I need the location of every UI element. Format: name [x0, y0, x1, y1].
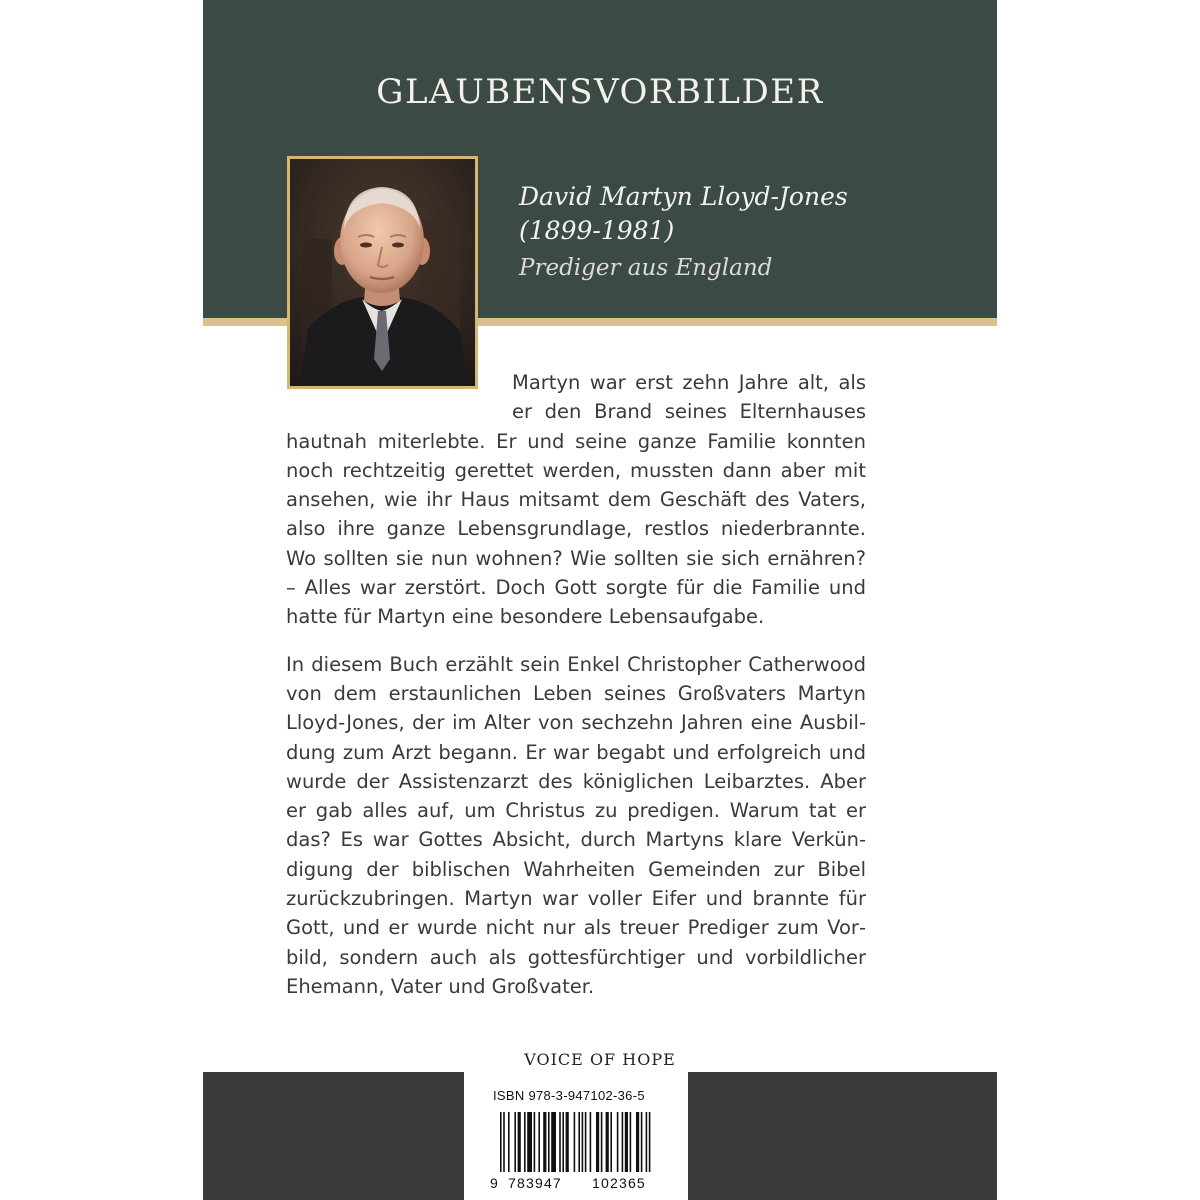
isbn-barcode-box [464, 1072, 688, 1200]
barcode-bar [585, 1112, 587, 1172]
book-back-cover [203, 0, 997, 1200]
barcode-bar [649, 1112, 651, 1172]
barcode-bar [578, 1112, 580, 1172]
barcode-icon [488, 1110, 678, 1190]
barcode-bar [503, 1112, 505, 1172]
barcode-bars [500, 1112, 650, 1172]
person-subtitle: Prediger aus England [519, 255, 773, 281]
blurb-text [286, 368, 866, 1001]
barcode-bar [622, 1112, 624, 1172]
barcode-left-digits: 783947 [508, 1175, 562, 1190]
barcode-bar [617, 1112, 619, 1172]
barcode-bar [562, 1112, 564, 1172]
portrait-wrap-spacer [286, 368, 512, 426]
barcode-bar [641, 1112, 643, 1172]
barcode-bar [514, 1112, 516, 1172]
blurb-paragraph [286, 368, 866, 632]
barcode-bar [646, 1112, 648, 1172]
barcode-right-digits: 102365 [592, 1175, 646, 1190]
portrait-photo-icon [290, 159, 475, 386]
barcode-lead-digit: 9 [490, 1175, 498, 1190]
barcode-bar [574, 1112, 576, 1172]
person-name: David Martyn Lloyd-Jones [519, 182, 848, 211]
barcode-bar [590, 1112, 592, 1172]
barcode-bar [538, 1112, 540, 1172]
isbn-number: ISBN 978-3-947102-36-5 [493, 1088, 645, 1103]
barcode-bar [518, 1112, 521, 1172]
barcode-bar [508, 1112, 510, 1172]
barcode-bar [527, 1112, 532, 1172]
barcode-bar [636, 1112, 639, 1172]
life-dates: (1899-1981) [519, 216, 675, 245]
barcode-bar [606, 1112, 609, 1172]
barcode-bar [566, 1112, 569, 1172]
barcode-bar [543, 1112, 546, 1172]
blurb-paragraph-1-text: Martyn war erst zehn Jahre alt, als er den Brand seines Elternhauses hautnah miterlebte. Er und seine ganze Familie konnten noch rechtzeitig gerettet werden, mussten dann aber mit ansehen, wie ihr Haus mitsamt dem Geschäft des Vaters, also ihre ganze Lebensgrundlage, restlos niederbrannte. Wo sollten sie nun wohnen? Wie sollten sie sich ernähren? – Alles war zerstört. Doch Gott sorgte für die Familie und hatte für Martyn eine besondere Lebensaufgabe. [286, 371, 866, 629]
barcode-bar [630, 1112, 632, 1172]
barcode-bar [582, 1112, 584, 1172]
publisher-name: VOICE OF HOPE [524, 1050, 676, 1069]
portrait-photo [287, 156, 478, 389]
barcode-bar [524, 1112, 526, 1172]
barcode-bar [625, 1112, 628, 1172]
barcode-bar [610, 1112, 612, 1172]
barcode-bar [534, 1112, 536, 1172]
barcode-bar [548, 1112, 550, 1172]
series-title: GLAUBENSVORBILDER [376, 72, 824, 112]
barcode-bar [596, 1112, 599, 1172]
barcode-bar [559, 1112, 561, 1172]
barcode-bar [601, 1112, 603, 1172]
barcode-bar [551, 1112, 556, 1172]
blurb-paragraph: In diesem Buch erzählt sein Enkel Christopher Catherwood von dem erstaunlichen Leben seines Großvaters Martyn Lloyd-Jones, der im Alter von sechzehn Jahren eine Ausbildung zum Arzt begann. Er war begabt und erfolgreich und wurde der Assistenzarzt des königlichen Leibarztes. Aber er gab alles auf, um Christus zu predigen. Warum tat er das? Es war Gottes Absicht, durch Martyns klare Verkündigung der biblischen Wahrheiten Gemeinden zur Bibel zurückzubringen. Martyn war voller Eifer und brannte für Gott, und er wurde nicht nur als treuer Prediger zum Vorbild, sondern auch als gottesfürchtiger und vorbildlicher Ehemann, Vater und Großvater. [286, 652, 866, 998]
barcode-bar [500, 1112, 502, 1172]
